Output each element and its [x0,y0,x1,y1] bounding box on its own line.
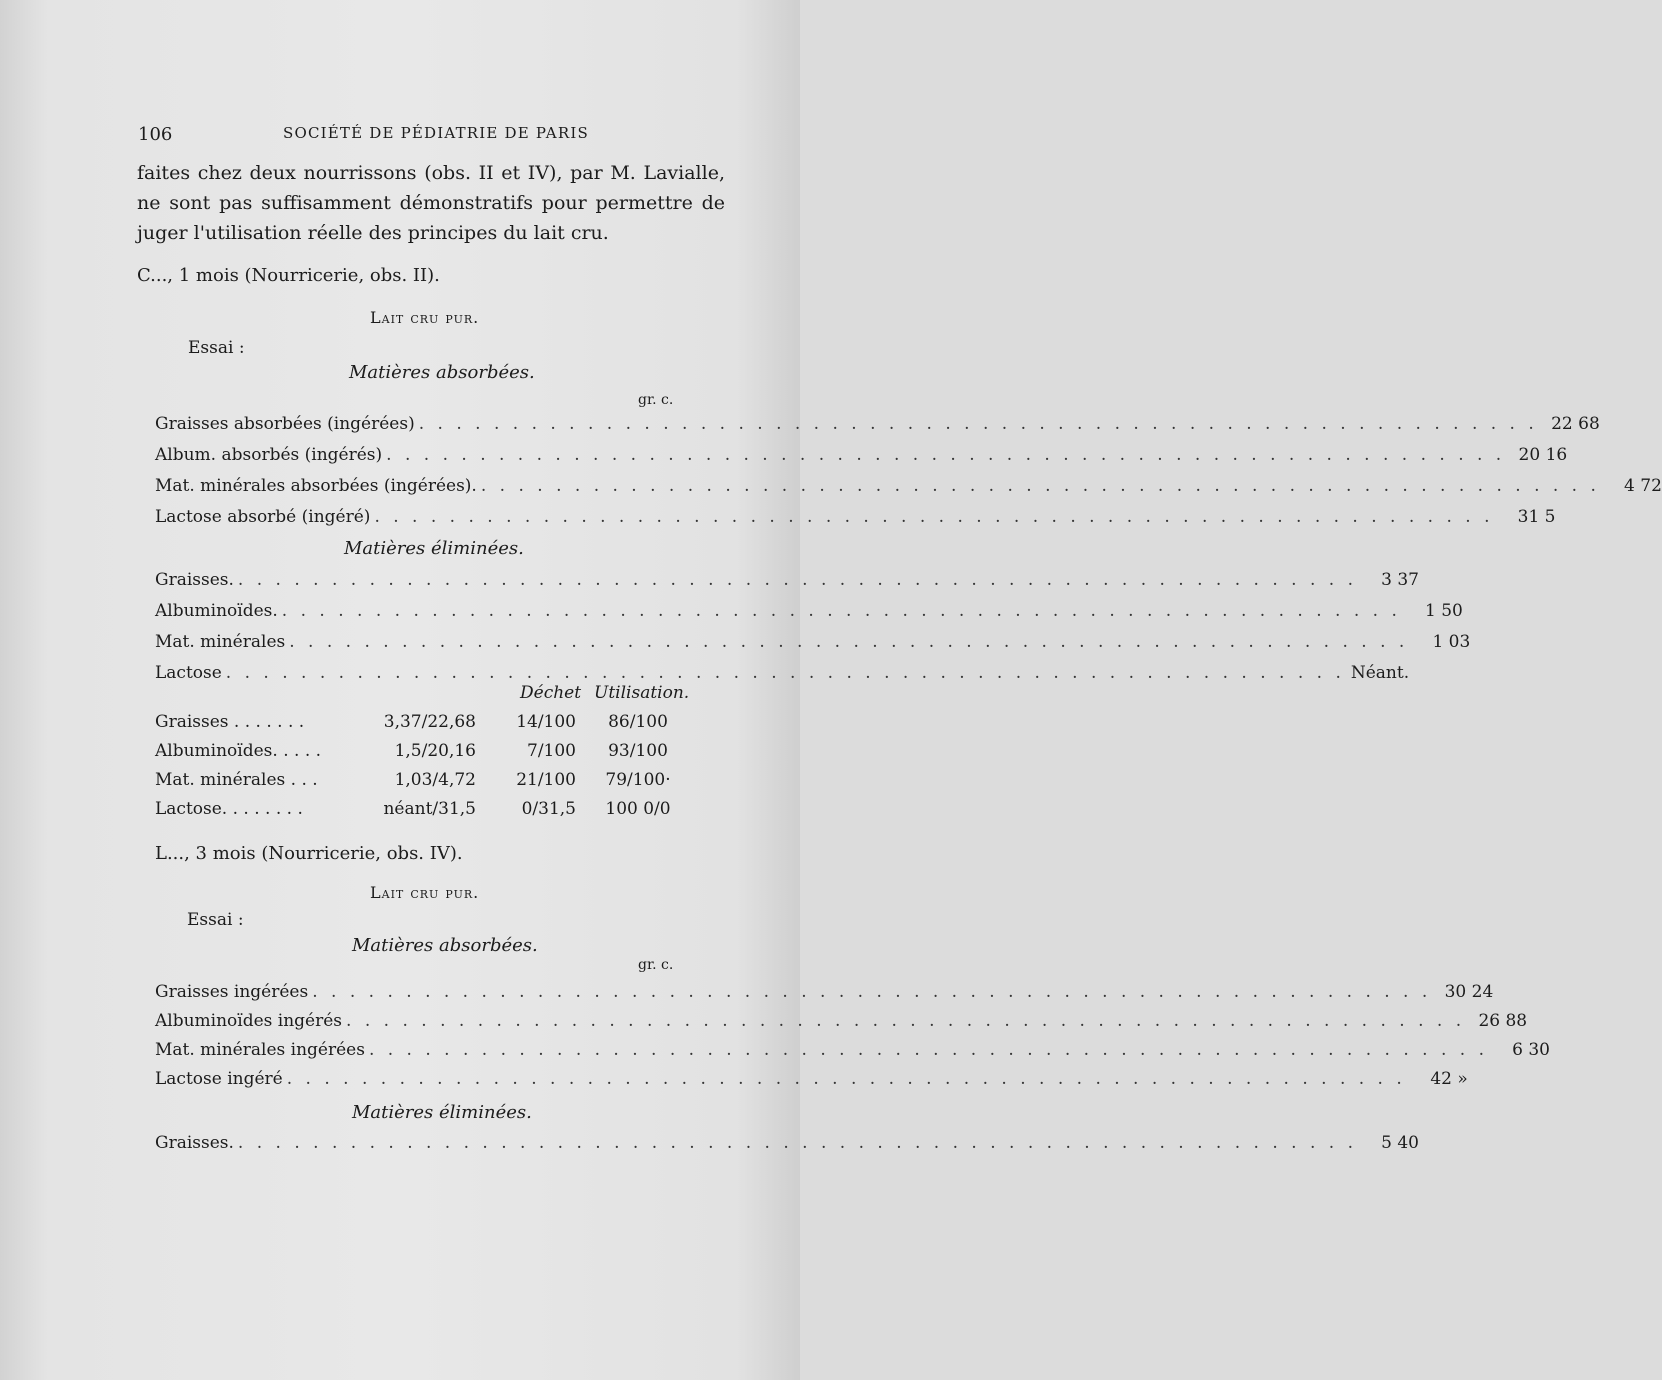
case-2-absorbed-label: Mat. minérales ingérées [155,1040,365,1060]
dot-leader: . . . . . . . . . . . . . . . . . . . . . . . . . . . . . . . . . . . . . . . . . . . . . . . . . . . . . . . . . . . . [289,632,1409,652]
case-1-absorbed-value: 20 16 [1518,445,1568,465]
case-2-absorbed-value: 30 24 [1444,982,1494,1002]
case-1-absorbed-label: Graisses absorbées (ingérées) [155,414,415,434]
case-2-title: L..., 3 mois (Nourricerie, obs. IV). [155,843,463,864]
table-label: Lactose. . . . . . . . [155,799,303,819]
table-utilisation: 93/100 [608,741,668,761]
dot-leader: . . . . . . . . . . . . . . . . . . . . . . . . . . . . . . . . . . . . . . . . . . . . . . . . . . . . . . . . . . . . [225,663,1345,683]
case-1-eliminated-row [155,632,1471,660]
dot-leader: . . . . . . . . . . . . . . . . . . . . . . . . . . . . . . . . . . . . . . . . . . . . . . . . . . . . . . . . . . . . [374,507,1494,527]
case-1-absorbed-heading: Matières absorbées. [349,362,535,383]
dot-leader: . . . . . . . . . . . . . . . . . . . . . . . . . . . . . . . . . . . . . . . . . . . . . . . . . . . . . . . . . . . . [386,445,1506,465]
table-utilisation: 100 0/0 [605,799,671,819]
case-1-absorbed-row [155,476,1662,504]
case-1-absorbed-value: 31 5 [1517,507,1556,527]
case-2-absorbed-value: 42 » [1430,1069,1468,1089]
case-2-units: gr. c. [638,957,674,973]
case-1-absorbed-value: 22 68 [1551,414,1600,434]
case-1-absorbed-row [155,507,1556,535]
case-2-absorbed-row [155,1069,1468,1097]
table-dechet: 21/100 [516,770,576,790]
table-dechet: 7/100 [527,741,576,761]
case-2-absorbed-label: Albuminoïdes ingérés [155,1011,343,1031]
page-number: 106 [138,124,173,145]
case-2-eliminated-value: 5 40 [1381,1133,1419,1153]
case-1-eliminated-label: Graisses. [155,570,234,590]
case-2-absorbed-label: Graisses ingérées [155,982,309,1002]
table-ratio: 1,03/4,72 [394,770,476,790]
dot-leader: . . . . . . . . . . . . . . . . . . . . . . . . . . . . . . . . . . . . . . . . . . . . . . . . . . . . . . . . . . . . [480,476,1600,496]
case-1-title: C..., 1 mois (Nourricerie, obs. II). [137,265,440,286]
case-2-absorbed-row [155,1011,1528,1039]
case-2-eliminated-heading: Matières éliminées. [352,1102,532,1123]
case-1-absorbed-row [155,414,1600,442]
intro-paragraph: faites chez deux nourrissons (obs. II et IV), par M. Lavialle, ne sont pas suffisamment démonstratifs pour permettre de juger l'utilisation réelle des principes du lait cru. [137,162,725,244]
running-header: SOCIÉTÉ DE PÉDIATRIE DE PARIS [283,124,589,142]
case-2-essai: Essai : [187,910,244,930]
case-2-eliminated-row [155,1133,1419,1161]
utilisation-header: Utilisation. [594,683,690,703]
case-2-milk-heading: Lait cru pur. [370,883,480,902]
case-2-eliminated-label: Graisses. [155,1133,234,1153]
case-1-eliminated-label: Mat. minérales [155,632,286,652]
dot-leader: . . . . . . . . . . . . . . . . . . . . . . . . . . . . . . . . . . . . . . . . . . . . . . . . . . . . . . . . . . . . [281,601,1401,621]
case-1-units: gr. c. [638,392,674,408]
case-1-eliminated-label: Lactose [155,663,222,683]
table-dechet: 0/31,5 [521,799,576,819]
case-1-eliminated-label: Albuminoïdes. [155,601,278,621]
case-1-absorbed-label: Mat. minérales absorbées (ingérées). [155,476,477,496]
case-1-absorbed-value: 4 72 [1624,476,1662,496]
table-utilisation: 79/100· [605,770,671,790]
table-dechet: 14/100 [516,712,576,732]
case-1-absorbed-row [155,445,1568,473]
table-ratio: 1,5/20,16 [394,741,476,761]
dot-leader: . . . . . . . . . . . . . . . . . . . . . . . . . . . . . . . . . . . . . . . . . . . . . . . . . . . . . . . . . . . . [286,1069,1406,1089]
dechet-header: Déchet [520,683,582,703]
case-1-eliminated-row [155,570,1419,598]
table-ratio: néant/31,5 [383,799,476,819]
case-1-eliminated-row [155,601,1463,629]
table-utilisation: 86/100 [608,712,668,732]
case-1-eliminated-value: 3 37 [1381,570,1419,590]
case-1-milk-heading: Lait cru pur. [370,308,480,327]
dot-leader: . . . . . . . . . . . . . . . . . . . . . . . . . . . . . . . . . . . . . . . . . . . . . . . . . . . . . . . . . . . . [312,982,1432,1002]
dot-leader: . . . . . . . . . . . . . . . . . . . . . . . . . . . . . . . . . . . . . . . . . . . . . . . . . . . . . . . . . . . . [368,1040,1488,1060]
dot-leader: . . . . . . . . . . . . . . . . . . . . . . . . . . . . . . . . . . . . . . . . . . . . . . . . . . . . . . . . . . . . [237,1133,1357,1153]
case-1-absorbed-label: Lactose absorbé (ingéré) [155,507,371,527]
case-2-absorbed-value: 6 30 [1512,1040,1550,1060]
case-2-absorbed-label: Lactose ingéré [155,1069,283,1089]
case-2-absorbed-heading: Matières absorbées. [352,935,538,956]
table-ratio: 3,37/22,68 [383,712,476,732]
table-label: Mat. minérales . . . [155,770,318,790]
case-1-eliminated-value: 1 50 [1425,601,1463,621]
dot-leader: . . . . . . . . . . . . . . . . . . . . . . . . . . . . . . . . . . . . . . . . . . . . . . . . . . . . . . . . . . . . [237,570,1357,590]
table-label: Graisses . . . . . . . [155,712,305,732]
case-1-eliminated-heading: Matières éliminées. [344,538,524,559]
dot-leader: . . . . . . . . . . . . . . . . . . . . . . . . . . . . . . . . . . . . . . . . . . . . . . . . . . . . . . . . . . . . [418,414,1538,434]
case-1-essai: Essai : [188,338,245,358]
case-1-eliminated-value: 1 03 [1432,632,1471,652]
case-2-absorbed-row [155,982,1494,1010]
case-1-eliminated-value: Néant. [1350,663,1410,683]
case-2-absorbed-value: 26 88 [1478,1011,1528,1031]
case-2-absorbed-row [155,1040,1550,1068]
case-1-absorbed-label: Album. absorbés (ingérés) [155,445,383,465]
dot-leader: . . . . . . . . . . . . . . . . . . . . . . . . . . . . . . . . . . . . . . . . . . . . . . . . . . . . . . . . . . . . [346,1011,1466,1031]
table-label: Albuminoïdes. . . . . [155,741,322,761]
